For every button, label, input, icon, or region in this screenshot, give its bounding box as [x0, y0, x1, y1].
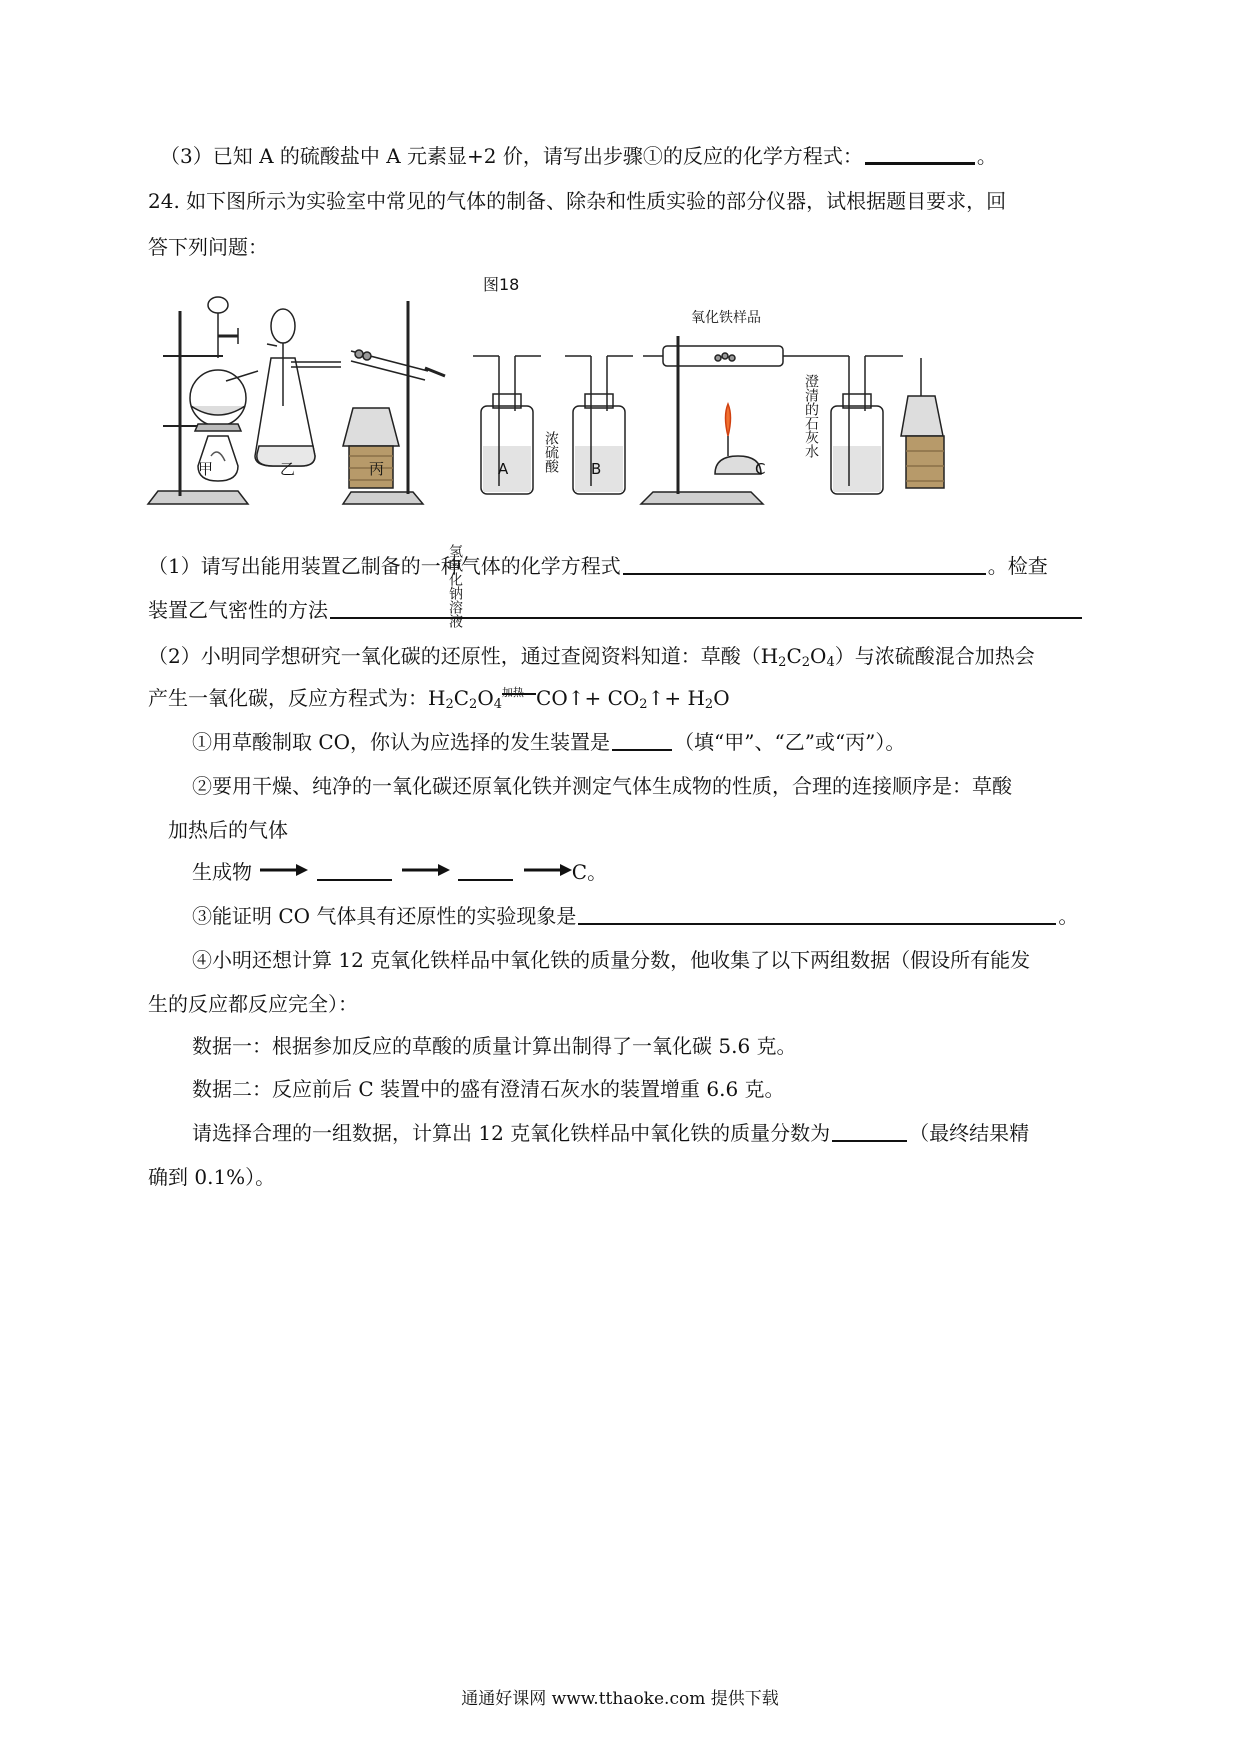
part2-eq-mid: CO↑+ CO: [536, 686, 640, 710]
sub-2c: 2: [445, 697, 454, 712]
sub-2a: 2: [778, 655, 787, 670]
q23-part3-end: 。: [976, 144, 997, 168]
arrow-icon: [522, 863, 572, 877]
sub-2e: 2: [639, 697, 648, 712]
sub2-line3: [192, 858, 607, 886]
figure-title: 图18: [483, 275, 520, 294]
part2-eq-start: 产生一氧化碳，反应方程式为：H: [148, 686, 446, 710]
heat-label: 加热: [502, 686, 525, 699]
sub4-line5: [192, 1119, 1029, 1147]
apparatus-label-yi: 乙: [280, 460, 296, 478]
part1-line1: [148, 552, 1048, 580]
apparatus-label-c: C: [755, 460, 766, 478]
sub2-product: 生成物: [192, 860, 252, 884]
part1-line2: [148, 596, 1084, 624]
part2-eq-last: O: [713, 686, 730, 710]
part2-text-a: （2）小明同学想研究一氧化碳的还原性，通过查阅资料知道：草酸（H: [148, 644, 779, 668]
h2so4-label: 浓硫酸: [543, 431, 559, 473]
apparatus-label-a: A: [498, 460, 509, 478]
sub4-data2: 数据二：反应前后 C 装置中的盛有澄清石灰水的装置增重 6.6 克。: [192, 1077, 785, 1101]
part1-airtight-blank[interactable]: [330, 597, 1082, 619]
sub3-question: ③能证明 CO 气体具有还原性的实验现象是: [192, 904, 577, 928]
sub3-line: [192, 902, 1078, 930]
sub4-question: 请选择合理的一组数据，计算出 12 克氧化铁样品中氧化铁的质量分数为: [192, 1121, 831, 1145]
naoh-label: 氢氧化钠溶液: [447, 544, 463, 628]
q23-part3-line: [160, 142, 997, 170]
apparatus-yi: [255, 309, 341, 466]
part1-equation-blank[interactable]: [623, 553, 986, 575]
part1-airtight-question: 装置乙气密性的方法: [148, 598, 328, 622]
apparatus-bing: [343, 301, 445, 504]
sub-2d: 2: [469, 697, 478, 712]
sub2-line1: ②要用干燥、纯净的一氧化碳还原氧化铁并测定气体生成物的性质，合理的连接顺序是：草酸: [192, 774, 1012, 798]
sub4-line2: 生的反应都反应完全）：: [148, 992, 358, 1016]
sub4-line6: 确到 0.1%）。: [148, 1165, 276, 1189]
sub-4a: 4: [826, 655, 835, 670]
sub1-blank[interactable]: [612, 729, 672, 751]
apparatus-label-jia: 甲: [198, 460, 214, 478]
sub1-question: ①用草酸制取 CO，你认为应选择的发生装置是: [192, 730, 611, 754]
part2-text-b: ）与浓硫酸混合加热会: [834, 644, 1035, 668]
sub2-blank-2[interactable]: [458, 859, 513, 881]
limewater-label: 澄清的石灰水: [803, 374, 819, 458]
sub1-line: [192, 728, 905, 756]
sub3-blank[interactable]: [578, 903, 1056, 925]
part1-question: （1）请写出能用装置乙制备的一种气体的化学方程式: [148, 554, 621, 578]
part2-line1: （2）小明同学想研究一氧化碳的还原性，通过查阅资料知道：草酸$(H_2C_2O_4)$与浓硫酸混合加热会: [148, 644, 1035, 670]
q24-intro-line2: 答下列问题：: [148, 235, 268, 259]
sub-2b: 2: [801, 655, 811, 670]
sub-4b: 4: [493, 697, 503, 712]
sub2-end: C。: [571, 860, 608, 884]
part1-check: 。检查: [987, 554, 1048, 578]
apparatus-label-bing: 丙: [369, 460, 385, 478]
arrow-icon: [258, 863, 308, 877]
apparatus-label-b: B: [591, 460, 602, 478]
sub4-blank[interactable]: [832, 1120, 907, 1142]
sub1-hint: （填“甲”、“乙”或“丙”）。: [674, 730, 906, 754]
page-footer: 通通好课网 www.tthaoke.com 提供下载: [461, 1689, 779, 1709]
q23-equation-blank[interactable]: [865, 142, 975, 165]
sub4-data1: 数据一：根据参加反应的草酸的质量计算出制得了一氧化碳 5.6 克。: [192, 1034, 797, 1058]
apparatus-c: [641, 336, 944, 504]
q24-intro-line1: 24. 如下图所示为实验室中常见的气体的制备、除杂和性质实验的部分仪器，试根据题目要求，回: [148, 189, 1007, 213]
sub2-line2: 加热后的气体: [168, 818, 288, 842]
part2-eq-end: ↑+ H: [647, 686, 705, 710]
sub3-end: 。: [1058, 904, 1079, 928]
sub4-line1: ④小明还想计算 12 克氧化铁样品中氧化铁的质量分数，他收集了以下两组数据（假设所有能发: [192, 948, 1031, 972]
heating-arrow: [502, 685, 536, 705]
part2-line2: 产生一氧化碳，反应方程式为：$H_2C_2O_4$ 加热 CO↑+ $CO_2↑+ H_2O$: [148, 684, 730, 712]
sample-label: 氧化铁样品: [691, 310, 761, 326]
arrow-icon: [400, 863, 450, 877]
sub2-blank-1[interactable]: [317, 859, 392, 881]
q23-part3-text: （3）已知 A 的硫酸盐中 A 元素显+2 价，请写出步骤①的反应的化学方程式：: [160, 144, 863, 168]
sub-2f: 2: [704, 697, 714, 712]
sub4-precision: （最终结果精: [909, 1121, 1030, 1145]
